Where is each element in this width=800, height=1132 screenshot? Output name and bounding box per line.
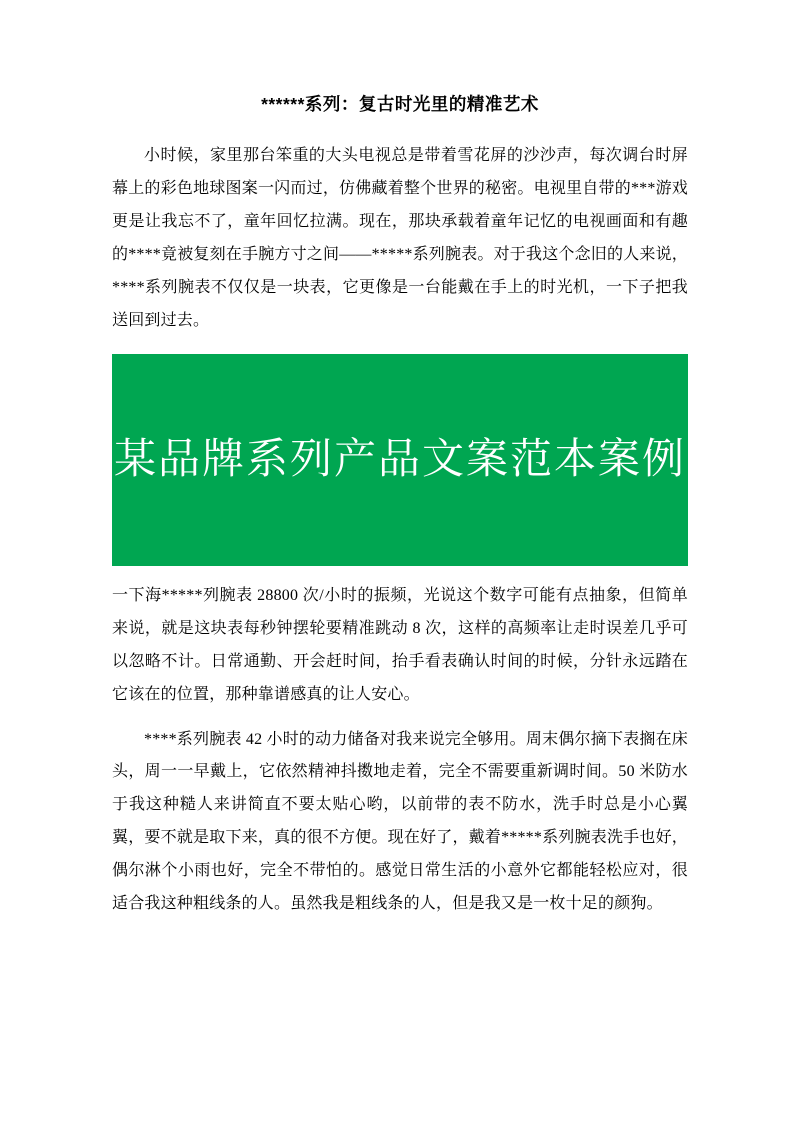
paragraph-intro: 小时候，家里那台笨重的大头电视总是带着雪花屏的沙沙声，每次调台时屏幕上的彩色地球图案一闪而过，仿佛藏着整个世界的秘密。电视里自带的***游戏更是让我忘不了，童年回忆拉满。现在，那块承载着童年记忆的电视画面和有趣的****竟被复刻在手腕方寸之间——*****系列腕表。对于我这个念旧的人来说，****系列腕表不仅仅是一块表，它更像是一台能戴在手上的时光机，一下子把我送回到过去。 [112, 147, 689, 329]
green-banner [112, 354, 688, 566]
page-title: ******系列：复古时光里的精准艺术 [261, 94, 539, 114]
paragraph-spacer [112, 714, 688, 724]
paragraph-frequency: 一下海*****列腕表 28800 次/小时的振频，光说这个数字可能有点抽象，但简单来说，就是这块表每秒钟摆轮要精准跳动 8 次，这样的高频率让走时误差几乎可以忽略不计。日常通勤、开会赶时间，抬手看表确认时间的时候，分针永远踏在它该在的位置，那种靠谱感真的让人安心。 [112, 586, 688, 703]
paragraph-power-reserve: ****系列腕表 42 小时的动力储备对我来说完全够用。周末偶尔摘下表搁在床头，周一一早戴上，它依然精神抖擞地走着，完全不需要重新调时间。50 米防水于我这种糙人来讲简直不要太贴心哟，以前带的表不防水，洗手时总是小心翼翼，要不就是取下来，真的很不方便。现在好了，戴着*****系列腕表洗手也好，偶尔淋个小雨也好，完全不带怕的。感觉日常生活的小意外它都能轻松应对，很适合我这种粗线条的人。虽然我是粗线条的人，但是我又是一枚十足的颜狗。 [112, 730, 688, 913]
banner-title: 某品牌系列产品文案范本案例 [113, 436, 686, 483]
